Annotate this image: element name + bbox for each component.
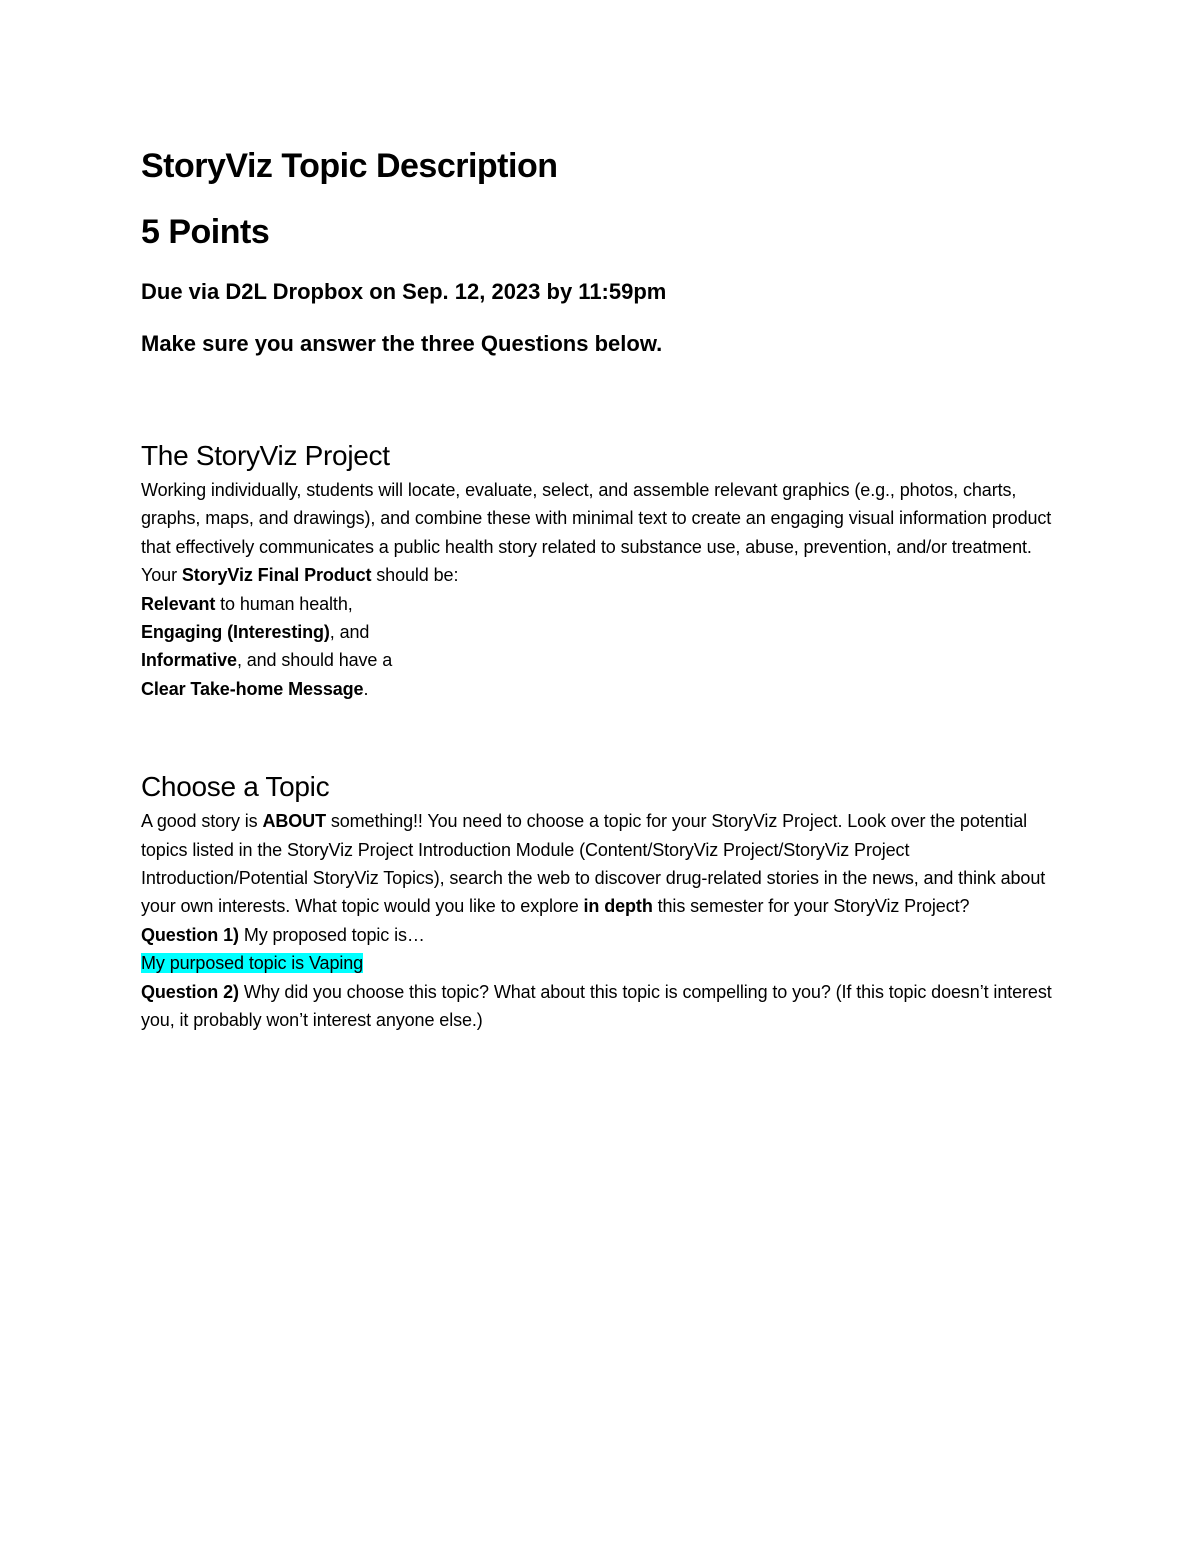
document-title: StoryViz Topic Description: [141, 147, 558, 185]
question-2-text: Why did you choose this topic? What about this topic is compelling to you? (If this topic doesn’t interest you, it probably won’t interest anyone else.): [141, 981, 1052, 1031]
criterion-bold: Informative: [141, 650, 237, 671]
criterion-message: [141, 675, 1066, 703]
topic-bold-about: ABOUT: [262, 811, 326, 832]
criterion-text: .: [363, 678, 369, 699]
criterion-text: , and: [329, 622, 370, 643]
criterion-relevant: [141, 590, 1066, 618]
criterion-text: to human health,: [215, 593, 353, 614]
answer-1-highlighted[interactable]: My purposed topic is Vaping: [141, 953, 364, 974]
final-product-bold: StoryViz Final Product: [181, 565, 372, 586]
document-content: [141, 140, 1066, 1035]
final-product-prefix: Your: [141, 565, 182, 586]
criterion-bold: Engaging (Interesting): [141, 622, 330, 643]
section-heading-topic: Choose a Topic: [141, 771, 330, 803]
due-date-line: Due via D2L Dropbox on Sep. 12, 2023 by 11:59pm: [141, 279, 667, 304]
question-1-label: Question 1): [141, 924, 239, 945]
instruction-line: Make sure you answer the three Questions below.: [141, 331, 663, 356]
question-2: [141, 978, 1066, 1035]
final-product-line: [141, 561, 1066, 589]
criterion-informative: [141, 646, 1066, 674]
topic-text-end: this semester for your StoryViz Project?: [652, 896, 970, 917]
topic-text-start: A good story is: [141, 811, 263, 832]
criterion-text: , and should have a: [236, 650, 393, 671]
question-2-label: Question 2): [141, 981, 239, 1002]
section-heading-project: The StoryViz Project: [141, 440, 390, 471]
final-product-suffix: should be:: [371, 565, 459, 586]
topic-bold-depth: in depth: [583, 896, 653, 917]
topic-text-middle: something!! You need to choose a topic for your StoryViz Project. Look over the potential topics listed in the StoryViz Project Introduction Module (Content/StoryViz Project/StoryViz Project Introduction/Potential StoryViz Topics), search the web to discover drug-related stories in the news, and think about your own interests. What topic would you like to explore: [141, 811, 1046, 917]
criterion-bold: Relevant: [141, 593, 216, 614]
criterion-engaging: [141, 618, 1066, 646]
topic-description: [141, 807, 1066, 921]
question-1-text: My proposed topic is…: [238, 924, 425, 945]
points-heading: 5 Points: [141, 213, 270, 251]
question-1: [141, 921, 1066, 949]
project-description: Working individually, students will locate, evaluate, select, and assemble relevant graphics (e.g., photos, charts, graphs, maps, and drawings), and combine these with minimal text to create an engaging visual information product that effectively communicates a public health story related to substance use, abuse, prevention, and/or treatment.: [141, 480, 1052, 557]
answer-1-line: [141, 949, 1066, 977]
criterion-bold: Clear Take-home Message: [141, 678, 364, 699]
